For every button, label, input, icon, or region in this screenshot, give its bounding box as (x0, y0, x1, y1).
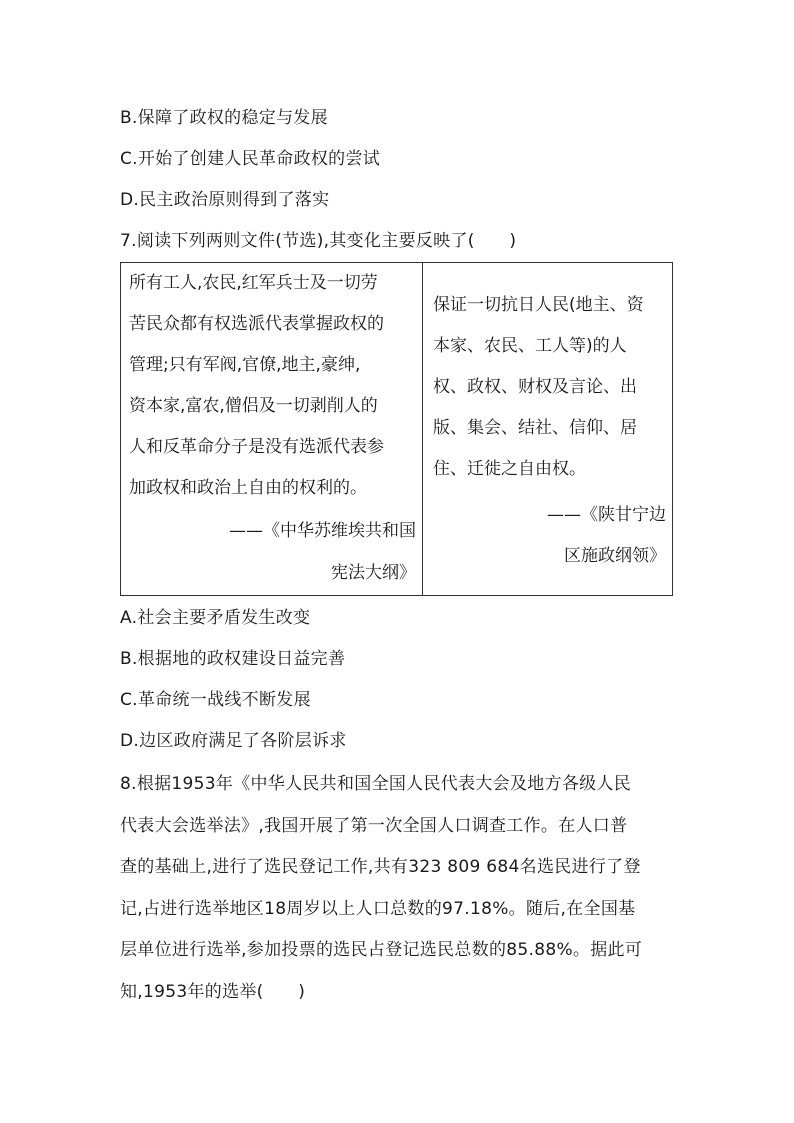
right-doc-source: ——《陕甘宁边 (547, 505, 666, 525)
q8-line: 8.根据1953年《中华人民共和国全国人民代表大会及地方各级人民 (120, 774, 632, 794)
left-doc-line: 资本家,富农,僧侣及一切剥削人的 (129, 396, 378, 416)
left-doc-line: 苦民众都有权选派代表掌握政权的 (129, 314, 384, 334)
right-doc-line: 版、集会、结社、信仰、居 (433, 418, 637, 438)
q8-line: 代表大会选举法》,我国开展了第一次全国人口调查工作。在人口普 (120, 816, 628, 836)
documents-table (120, 262, 673, 596)
q7-option-d: D.边区政府满足了各阶层诉求 (120, 731, 347, 751)
q7-option-a: A.社会主要矛盾发生改变 (120, 608, 311, 628)
q6-option-b: B.保障了政权的稳定与发展 (120, 108, 328, 128)
q8-line: 查的基础上,进行了选民登记工作,共有323 809 684名选民进行了登 (120, 857, 641, 877)
left-doc-line: 人和反革命分子是没有选派代表参 (129, 437, 384, 457)
right-document-cell (423, 263, 673, 596)
right-doc-line: 保证一切抗日人民(地主、资 (433, 295, 644, 315)
left-doc-source: ——《中华苏维埃共和国 (229, 521, 416, 541)
q8-line: 层单位进行选举,参加投票的选民占登记选民总数的85.88%。据此可 (120, 940, 643, 960)
q7-option-b: B.根据地的政权建设日益完善 (120, 649, 346, 669)
right-doc-line: 住、迁徙之自由权。 (433, 459, 586, 479)
right-doc-line: 本家、农民、工人等)的人 (433, 336, 627, 356)
left-doc-source: 宪法大纲》 (331, 563, 416, 583)
left-doc-line: 加政权和政治上自由的权利的。 (129, 478, 367, 498)
q8-line: 知,1953年的选举( ) (120, 982, 306, 1002)
q6-option-d: D.民主政治原则得到了落实 (120, 190, 330, 210)
left-document-cell (121, 263, 423, 596)
left-doc-line: 管理;只有军阀,官僚,地主,豪绅, (129, 355, 361, 375)
left-doc-line: 所有工人,农民,红军兵士及一切劳 (129, 273, 378, 293)
right-doc-source: 区施政纲领》 (564, 546, 666, 566)
q6-option-c: C.开始了创建人民革命政权的尝试 (120, 149, 381, 169)
q7-stem: 7.阅读下列两则文件(节选),其变化主要反映了( ) (120, 231, 517, 251)
q7-option-c: C.革命统一战线不断发展 (120, 690, 311, 710)
q8-line: 记,占进行选举地区18周岁以上人口总数的97.18%。随后,在全国基 (120, 899, 636, 919)
right-doc-line: 权、政权、财权及言论、出 (433, 377, 637, 397)
